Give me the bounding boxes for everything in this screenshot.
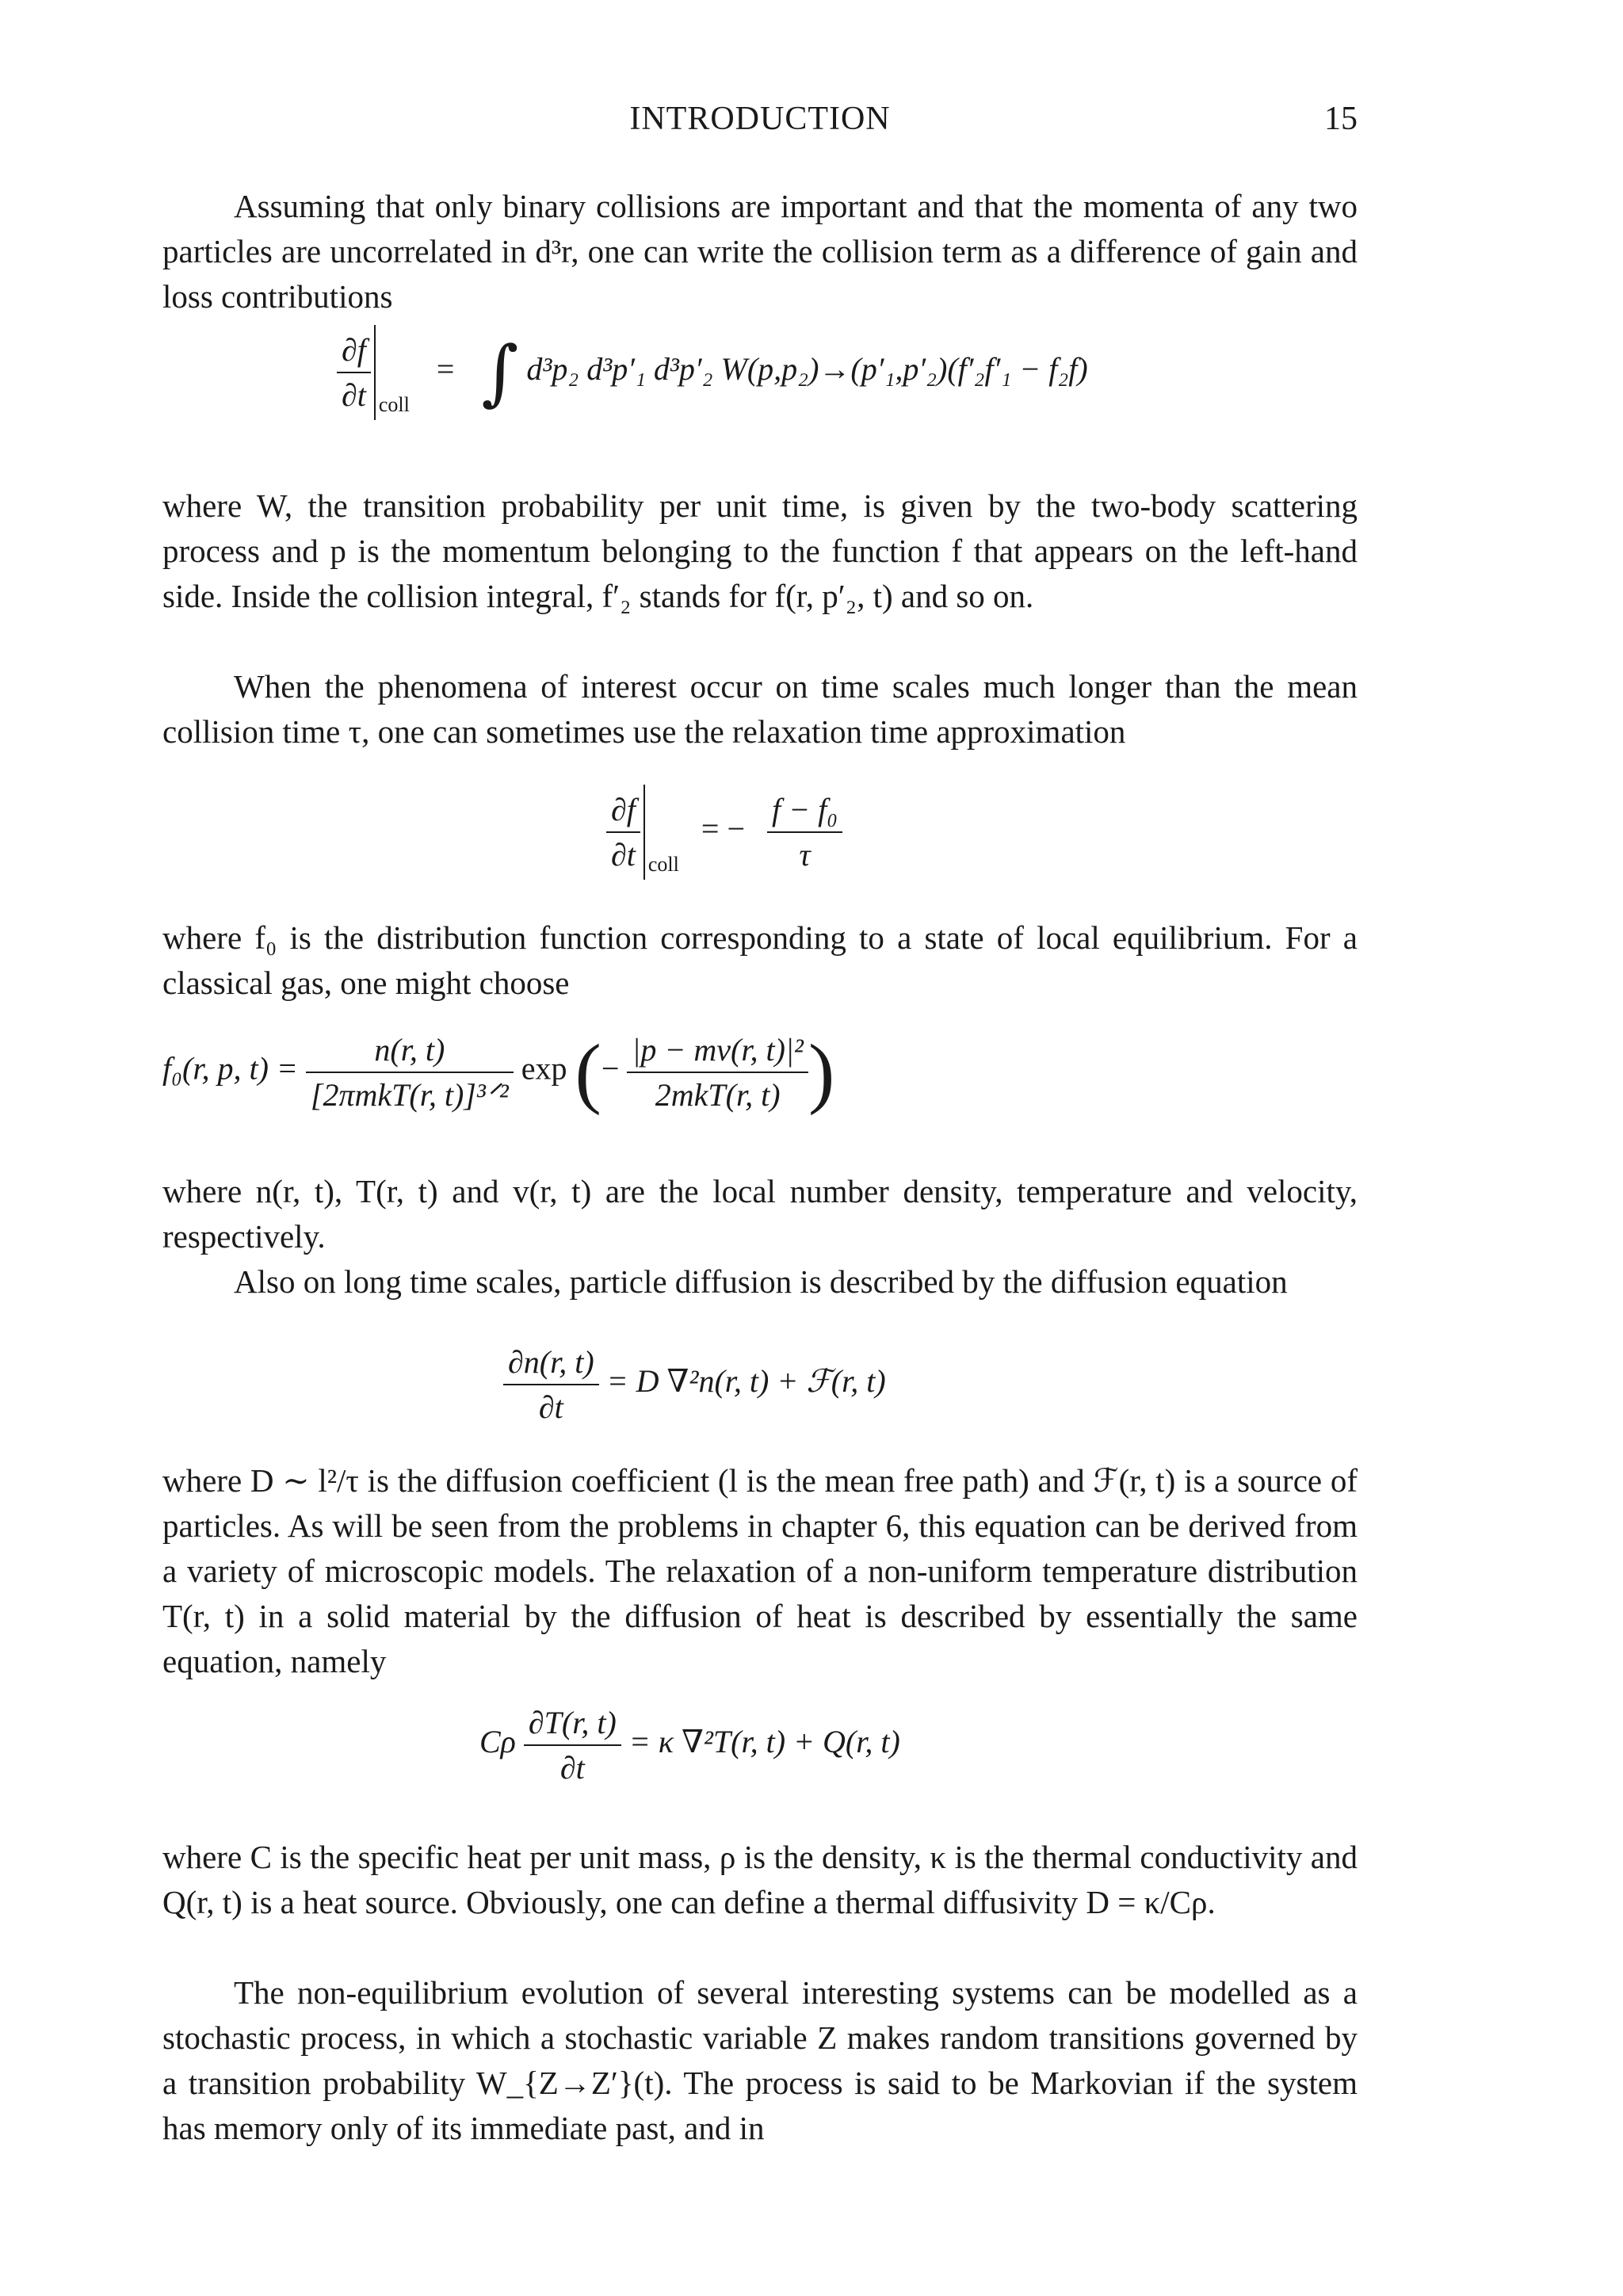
partial-f-partial-t: $\frac{\partial f}{\partial t}$ bbox=[337, 331, 371, 414]
paragraph-local-variables: where n(r, t), T(r, t) and v(r, t) are the local number density, temperature and velocity, respectively. bbox=[162, 1173, 1358, 1255]
equation-diffusion: $\frac{\partial n(r, t)}{\partial t}$ = D ∇²n(r, t) + ℱ(r, t) bbox=[162, 1343, 1358, 1454]
paragraph-relaxation-intro: When the phenomena of interest occur on time scales much longer than the mean collision time τ, one can sometimes use the relaxation time approximation bbox=[162, 668, 1358, 750]
paragraph-local-equilibrium: where f₀ is the distribution function corresponding to a state of local equilibrium. For a classical gas, one might choose bbox=[162, 919, 1358, 1001]
equation-collision-term: $\frac{\partial f}{\partial t}$ $_{coll}$ = ∫ d³p₂ d³p′₁ d³p′₂ W(p,p₂)→(p′₁,p′₂)(f′₂f′₁ − f₂f) bbox=[162, 317, 1358, 452]
paragraph-diffusion-coefficient: where D ∼ l²/τ is the diffusion coefficient (l is the mean free path) and ℱ(r, t) is a source of particles. As will be seen from the problems in chapter 6, this equation can be derived from a variety of microscopic models. The relaxation of a non-uniform temperature distribution T(r, t) in a solid material by the diffusion of heat is described by essentially the same equation, namely bbox=[162, 1462, 1358, 1679]
maxwell-prefactor: $\frac{n(r, t)}{\text{[2πmkT(r, t)]³ᐟ²}}$ bbox=[306, 1031, 514, 1114]
paragraph-transition-probability: where W, the transition probability per unit time, is given by the two-body scattering process and p is the momentum belonging to the function f that appears on the left-hand side. Inside the collision integral, f′₂ stands for f(r, p′₂, t) and so on. bbox=[162, 487, 1358, 614]
running-head: INTRODUCTION bbox=[629, 101, 891, 137]
page-number: 15 bbox=[1324, 101, 1358, 137]
paragraph-binary-collisions: Assuming that only binary collisions are important and that the momenta of any two particles are uncorrelated in d³r, one can write the collision term as a difference of gain and loss contributions bbox=[162, 188, 1358, 315]
integral-sign: ∫ bbox=[481, 330, 519, 415]
collision-integrand: d³p₂ d³p′₁ d³p′₂ W(p,p₂)→(p′₁,p′₂)(f′₂f′₁ − f₂f) bbox=[526, 351, 1088, 388]
relaxation-fraction: $\frac{\text{f − f₀}}{\tau}$ bbox=[767, 791, 842, 873]
paragraph-diffusion-intro: Also on long time scales, particle diffusion is described by the diffusion equation bbox=[234, 1263, 1288, 1300]
page-header bbox=[162, 100, 1358, 147]
equation-local-maxwellian: f₀(r, p, t) = $\frac{n(r, t)}{\text{[2πmkT(r, t)]³ᐟ²}}$ exp (− $\frac{\text{|p − mv(r, t)|²}}{\text{2mkT(r, t)}}$ ) bbox=[162, 1028, 835, 1116]
paragraph-stochastic-process: The non-equilibrium evolution of several interesting systems can be modelled as a stochastic process, in which a stochastic variable Z makes random transitions governed by a transition probability W_{Z→Z′}(t). The process is said to be Markovian if the system has memory only of its immediate past, and in bbox=[162, 1974, 1358, 2146]
paragraph-specific-heat: where C is the specific heat per unit mass, ρ is the density, κ is the thermal conductivity and Q(r, t) is a heat source. Obviously, one can define a thermal diffusivity D = κ/Cρ. bbox=[162, 1839, 1358, 1920]
coll-subscript: coll bbox=[378, 393, 410, 417]
equation-heat: Cρ $\frac{\partial T(r, t)}{\partial t}$ = κ ∇²T(r, t) + Q(r, t) bbox=[479, 1705, 900, 1786]
maxwell-exponent: $\frac{\text{|p − mv(r, t)|²}}{\text{2mkT(r, t)}}$ bbox=[627, 1031, 808, 1114]
equation-relaxation: $\frac{\partial f}{\partial t}$ $_{coll}$ = − $\frac{\text{f − f₀}}{\tau}$ bbox=[162, 785, 1358, 896]
